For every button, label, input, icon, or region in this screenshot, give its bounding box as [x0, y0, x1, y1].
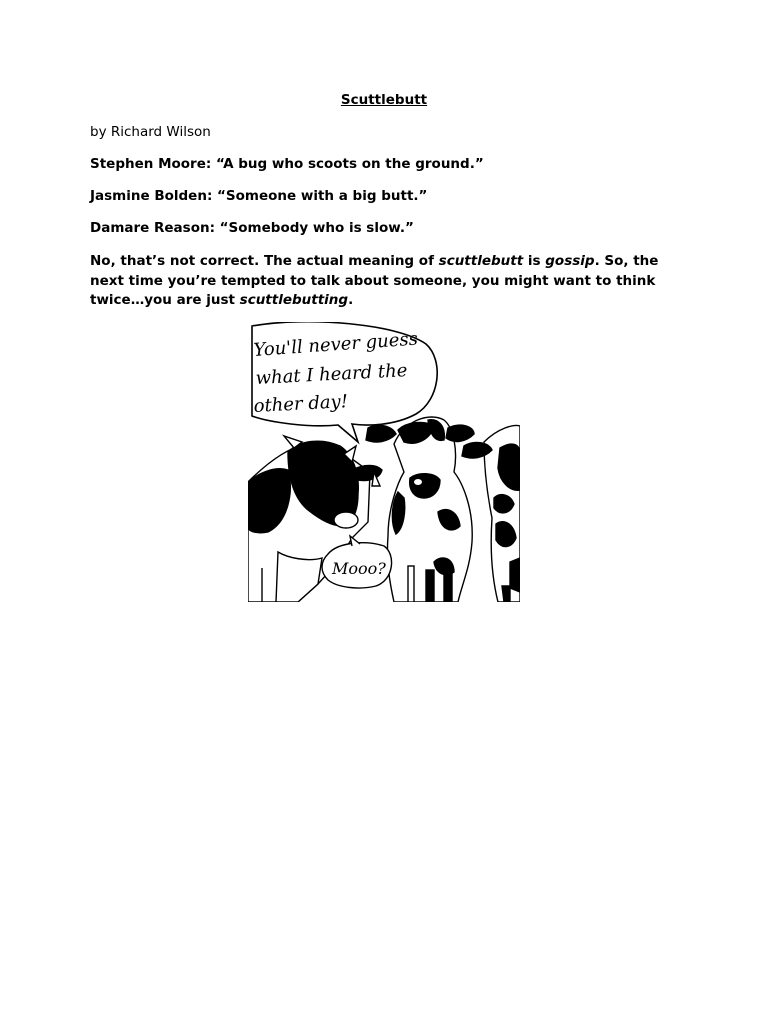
cow-cartoon-image	[248, 322, 520, 602]
paragraph-text-1: No, that’s not correct. The actual meaning of	[90, 253, 439, 269]
quote-jasmine-bolden: Jasmine Bolden: “Someone with a big butt.”	[90, 188, 428, 204]
paragraph-text-4: .	[348, 292, 354, 308]
paragraph-text-2: is	[523, 253, 546, 269]
quote-stephen-moore: Stephen Moore: “A bug who scoots on the ground.”	[90, 156, 484, 172]
term-scuttlebutting: scuttlebutting	[239, 292, 349, 308]
quote-damare-reason: Damare Reason: “Somebody who is slow.”	[90, 220, 414, 236]
definition-paragraph	[90, 252, 686, 311]
speech-line-2: what I heard the	[255, 360, 408, 389]
term-gossip: gossip	[545, 253, 595, 269]
term-scuttlebutt: scuttlebutt	[438, 253, 524, 269]
paragraph-text-3: . So, the next time you’re tempted to talk about someone, you might want to think twice…you are just	[90, 253, 659, 308]
speech-line-1: You'll never guess	[252, 328, 419, 361]
reply-text: Mooo?	[332, 559, 386, 578]
byline: by Richard Wilson	[90, 124, 211, 140]
page-title: Scuttlebutt	[340, 92, 428, 108]
speech-line-3: other day!	[253, 391, 349, 417]
